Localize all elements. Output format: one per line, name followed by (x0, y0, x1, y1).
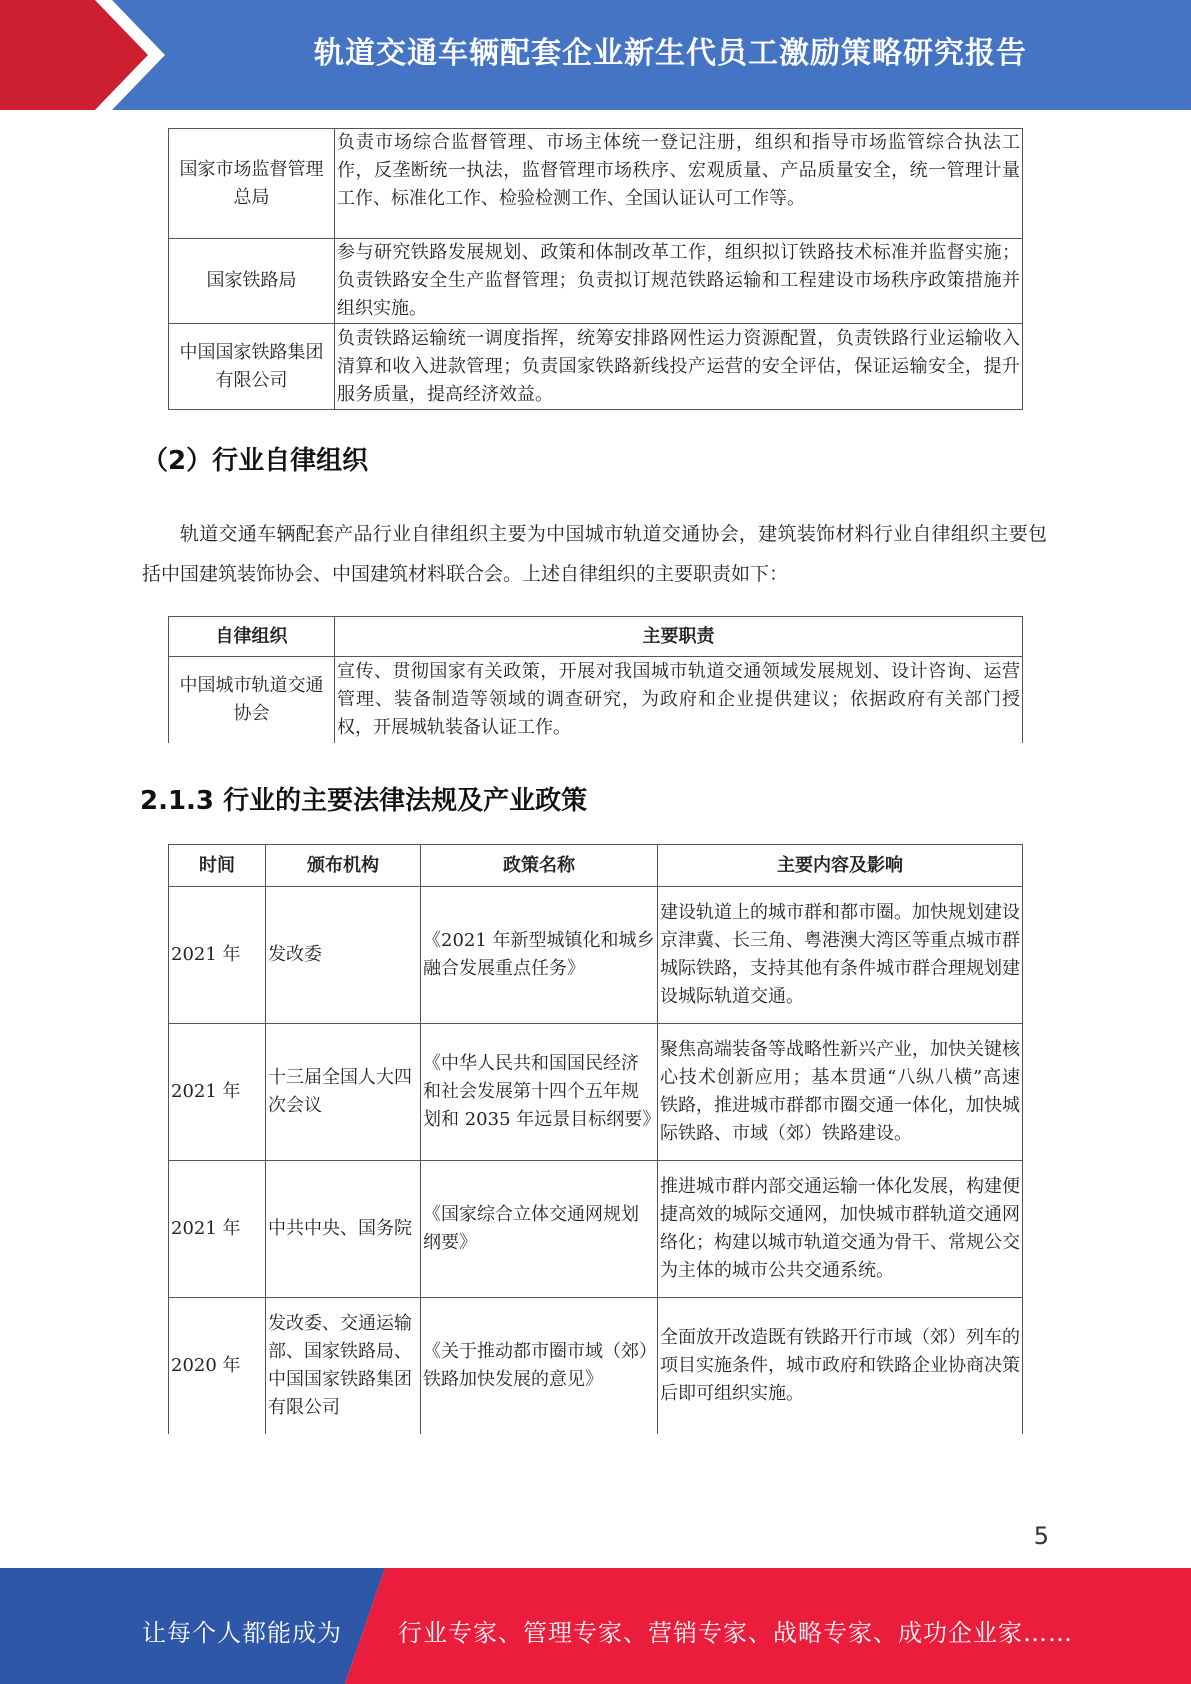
table-header-row (169, 845, 1023, 887)
content-cell: 聚焦高端装备等战略性新兴产业，加快关键核心技术创新应用；基本贯通“八纵八横”高速铁路，推进城市群都市圈交通一体化，加快城际铁路、市域（郊）铁路建设。 (658, 1024, 1023, 1161)
table-row (169, 1024, 1023, 1161)
report-title: 轨道交通车辆配套企业新生代员工激励策略研究报告 (314, 36, 1027, 71)
table-row (169, 657, 1023, 743)
duty-cell: 参与研究铁路发展规划、政策和体制改革工作，组织拟订铁路技术标准并监督实施；负责铁路安全生产监督管理；负责拟订规范铁路运输和工程建设市场秩序政策措施并组织实施。 (335, 239, 1023, 324)
agency-cell: 十三届全国人大四次会议 (266, 1024, 421, 1161)
column-header: 主要内容及影响 (658, 845, 1023, 887)
column-header: 自律组织 (169, 617, 335, 657)
policy-name-cell: 《国家综合立体交通网规划纲要》 (421, 1161, 658, 1298)
column-header: 时间 (169, 845, 266, 887)
time-cell: 2021 年 (169, 1024, 266, 1161)
column-header: 颁布机构 (266, 845, 421, 887)
policy-name-cell: 《关于推动都市圈市域（郊）铁路加快发展的意见》 (421, 1298, 658, 1434)
org-cell: 国家铁路局 (169, 239, 335, 324)
org-cell: 中国国家铁路集团有限公司 (169, 324, 335, 410)
table-row (169, 1298, 1023, 1434)
org-cell: 中国城市轨道交通协会 (169, 657, 335, 743)
agency-cell: 发改委、交通运输部、国家铁路局、中国国家铁路集团有限公司 (266, 1298, 421, 1434)
duty-cell: 负责铁路运输统一调度指挥，统筹安排路网性运力资源配置，负责铁路行业运输收入清算和收入进款管理；负责国家铁路新线投产运营的安全评估，保证运输安全，提升服务质量，提高经济效益。 (335, 324, 1023, 410)
footer-slogan-left: 让每个人都能成为 (142, 1619, 342, 1647)
agency-cell: 发改委 (266, 887, 421, 1024)
page-number: 5 (1033, 1522, 1049, 1550)
org-cell: 国家市场监督管理总局 (169, 129, 335, 239)
time-cell: 2020 年 (169, 1298, 266, 1434)
policy-name-cell: 《2021 年新型城镇化和城乡融合发展重点任务》 (421, 887, 658, 1024)
duty-cell: 宣传、贯彻国家有关政策，开展对我国城市轨道交通领域发展规划、设计咨询、运营管理、装备制造等领域的调查研究，为政府和企业提供建议；依据政府有关部门授权，开展城轨装备认证工作。 (335, 657, 1023, 743)
column-header: 政策名称 (421, 845, 658, 887)
page-footer (0, 1568, 1191, 1684)
table-header-row (169, 617, 1023, 657)
section-heading: 2.1.3 行业的主要法律法规及产业政策 (140, 786, 588, 816)
policy-name-cell: 《中华人民共和国国民经济和社会发展第十四个五年规划和 2035 年远景目标纲要》 (421, 1024, 658, 1161)
page-header (0, 0, 1191, 110)
table-row (169, 239, 1023, 324)
section-heading: （2）行业自律组织 (142, 446, 369, 476)
footer-slogan-right: 行业专家、管理专家、营销专家、战略专家、成功企业家…… (398, 1619, 1073, 1647)
table-row (169, 129, 1023, 239)
table-row (169, 887, 1023, 1024)
column-header: 主要职责 (335, 617, 1023, 657)
content-cell: 推进城市群内部交通运输一体化发展，构建便捷高效的城际交通网，加快城市群轨道交通网络化；构建以城市轨道交通为骨干、常规公交为主体的城市公共交通系统。 (658, 1161, 1023, 1298)
time-cell: 2021 年 (169, 887, 266, 1024)
time-cell: 2021 年 (169, 1161, 266, 1298)
agency-cell: 中共中央、国务院 (266, 1161, 421, 1298)
section-paragraph: 轨道交通车辆配套产品行业自律组织主要为中国城市轨道交通协会，建筑装饰材料行业自律组织主要包括中国建筑装饰协会、中国建筑材料联合会。上述自律组织的主要职责如下： (142, 523, 1047, 585)
duty-cell: 负责市场综合监督管理、市场主体统一登记注册，组织和指导市场监管综合执法工作，反垄断统一执法，监督管理市场秩序、宏观质量、产品质量安全，统一管理计量工作、标准化工作、检验检测工作、全国认证认可工作等。 (335, 129, 1023, 239)
content-cell: 全面放开改造既有铁路开行市域（郊）列车的项目实施条件，城市政府和铁路企业协商决策后即可组织实施。 (658, 1298, 1023, 1434)
table-row (169, 1161, 1023, 1298)
content-cell: 建设轨道上的城市群和都市圈。加快规划建设京津冀、长三角、粤港澳大湾区等重点城市群城际铁路，支持其他有条件城市群合理规划建设城际轨道交通。 (658, 887, 1023, 1024)
policy-table (168, 844, 1023, 1434)
table-row (169, 324, 1023, 410)
regulators-table (168, 128, 1023, 410)
self-regulatory-table (168, 616, 1023, 743)
